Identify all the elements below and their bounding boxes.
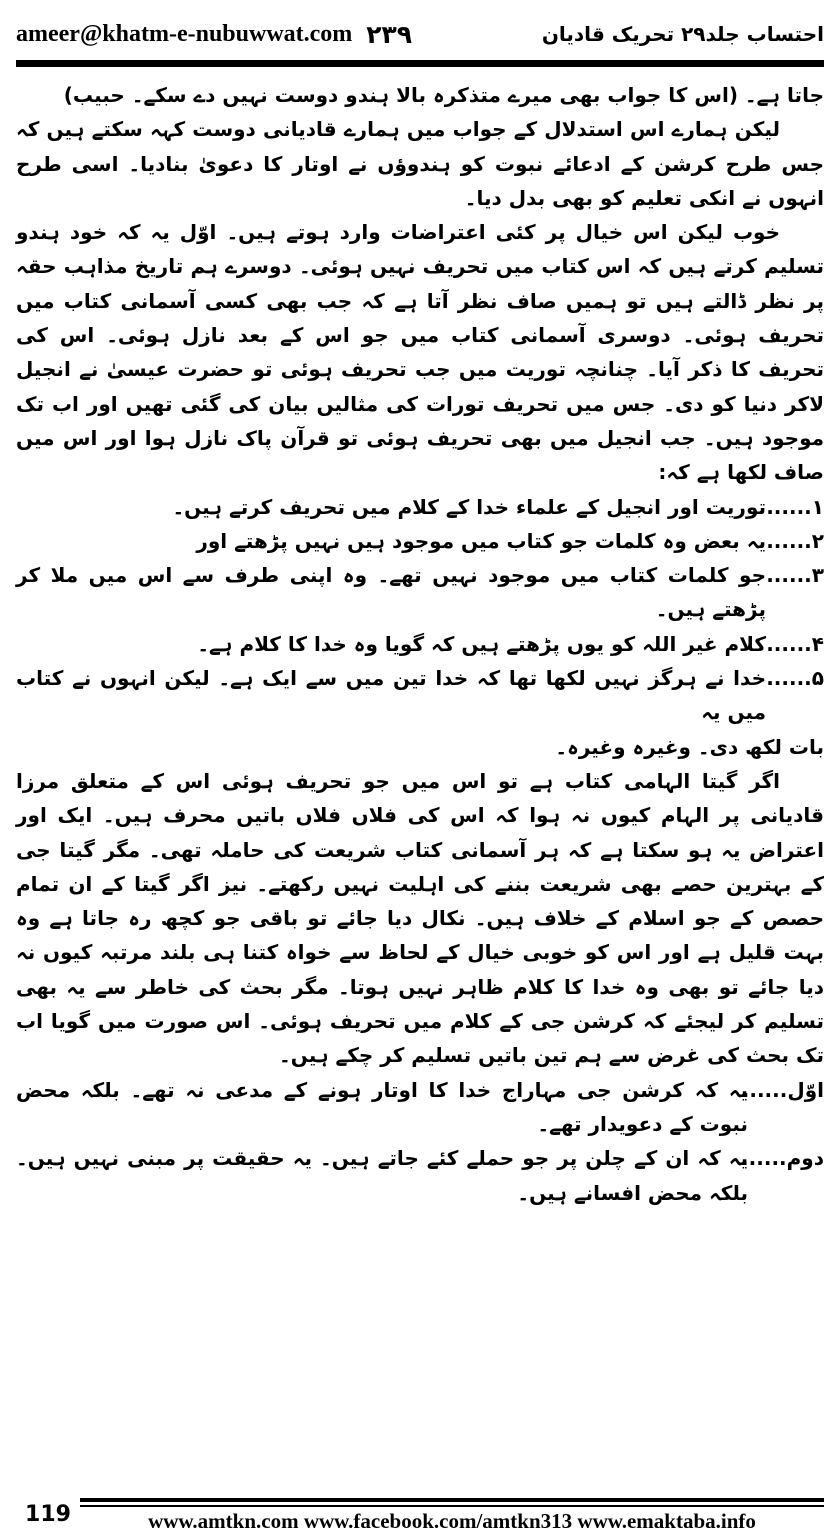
list-item [16,661,824,730]
footer-links-area [80,1494,824,1534]
paragraph-1: جاتا ہے۔ (اس کا جواب بھی میرے متذکرہ بالا ہندو دوست نہیں دے سکے۔ حبیب) [63,83,824,107]
list-item-number: ۲...... [766,528,824,553]
page-footer [16,1494,824,1534]
list-item-text: جو کلمات کتاب میں موجود نہیں تھے۔ وہ اپنی طرف سے اس میں ملا کر پڑھتے ہیں۔ [16,563,766,622]
list-item [16,627,824,661]
page-body [16,78,824,1210]
list-item-number: ۵...... [766,666,824,691]
ordinal-item [16,1073,824,1142]
list-item-number: ۱...... [766,494,824,519]
list-item-text: خدا نے ہرگز نہیں لکھا تھا کہ خدا تین میں سے ایک ہے۔ لیکن انہوں نے کتاب میں یہ [16,666,766,725]
header-book-title: احتساب جلد۲۹ تحریک قادیان [541,22,824,46]
ordinal-item [16,1141,824,1210]
list-item-text: توریت اور انجیل کے علماء خدا کے کلام میں تحریف کرتے ہیں۔ [172,494,766,519]
footer-rule-thick [80,1498,824,1502]
ordinal-label: اوّل...... [741,1077,824,1102]
ordinal-label: دوم...... [741,1146,824,1171]
list-item [16,524,824,558]
ordinal-text: یہ کہ ان کے چلن پر جو حملے کئے جاتے ہیں۔ یہ حقیقت پر مبنی نہیں ہیں۔ بلکہ محض افسانے ہیں۔ [16,1146,748,1205]
footer-rule-thin [80,1505,824,1507]
list-item-text: یہ بعض وہ کلمات جو کتاب میں موجود ہیں نہیں پڑھتے اور [196,528,766,553]
list-item-continuation: بات لکھ دی۔ وغیرہ وغیرہ۔ [555,734,824,759]
footer-links: www.amtkn.com www.facebook.com/amtkn313 www.emaktaba.info [148,1509,756,1533]
header-rule [16,60,824,67]
ordinal-text: یہ کہ کرشن جی مہاراج خدا کا اوتار ہونے کے مدعی نہ تھے۔ بلکہ محض نبوت کے دعویدار تھے۔ [16,1077,748,1136]
list-item [16,490,824,524]
paragraph-3: خوب لیکن اس خیال پر کئی اعتراضات وارد ہوتے ہیں۔ اوّل یہ کہ خود ہندو تسلیم کرتے ہیں کہ اس کتاب میں تحریف نہیں ہوئی۔ دوسرے ہم تاریخ مذاہب حقہ پر نظر ڈالتے ہیں تو ہمیں صاف نظر آتا ہے کہ جب بھی کسی آسمانی کتاب میں تحریف ہوئی۔ دوسری آسمانی کتاب میں جو اس کے بعد نازل ہوئی۔ اس کی تحریف کا ذکر آیا۔ چنانچہ توریت میں جب تحریف ہوئی تو حضرت عیسیٰ نے انجیل لاکر دنیا کو دی۔ جس میں تحریف تورات کی مثالیں بیان کی گئی تھیں اور اب تک موجود ہیں۔ جب انجیل میں بھی تحریف ہوئی تو قرآن پاک نازل ہوا اور اس میں صاف لکھا ہے کہ: [16,220,824,485]
list-item [16,558,824,627]
list-item-number: ۴...... [766,631,824,656]
paragraph-4: اگر گیتا الہامی کتاب ہے تو اس میں جو تحریف ہوئی اس کے متعلق مرزا قادیانی پر الہام کیوں نہ ہوا کہ اس کی فلاں فلاں باتیں محرف ہیں۔ ایک اور اعتراض یہ ہو سکتا ہے کہ ہر آسمانی کتاب شریعت کی حاملہ تھی۔ مگر گیتا جی کے بہترین حصے بھی شریعت بننے کی اہلیت نہیں رکھتے۔ نیز اگر گیتا کے ان تمام حصص کے جو اسلام کے خلاف ہیں۔ نکال دیا جائے تو باقی جو کچھ رہ جاتا ہے وہ بہت قلیل ہے اور اس کو خوبی خیال کے لحاظ سے خواہ کتنا ہی بلند مرتبہ کیوں نہ دیا جائے تو بھی وہ خدا کا کلام ظاہر نہیں ہوتا۔ مگر بحث کی خاطر سے یہ بھی تسلیم کر لیجئے کہ کرشن جی کے کلام میں تحریف ہوئی۔ اس صورت میں گویا اب تک بحث کی غرض سے ہم تین باتیں تسلیم کر چکے ہیں۔ [16,768,824,1068]
footer-page-number: 119 [25,1501,71,1527]
header-email: ameer@khatm-e-nubuwwat.com [16,20,353,47]
page-header [16,14,824,54]
list-item-text: کلام غیر اللہ کو یوں پڑھتے ہیں کہ گویا وہ خدا کا کلام ہے۔ [197,631,766,656]
header-page-number: ۲۳۹ [366,19,413,49]
paragraph-2: لیکن ہمارے اس استدلال کے جواب میں ہمارے قادیانی دوست کہہ سکتے ہیں کہ جس طرح کرشن کے ادعائے نبوت کو ہندوؤں نے اوتار کا دعویٰ بنادیا۔ اسی طرح انہوں نے انکی تعلیم کو بھی بدل دیا۔ [16,117,824,210]
list-item-number: ۳...... [766,563,824,588]
header-left [16,20,412,49]
